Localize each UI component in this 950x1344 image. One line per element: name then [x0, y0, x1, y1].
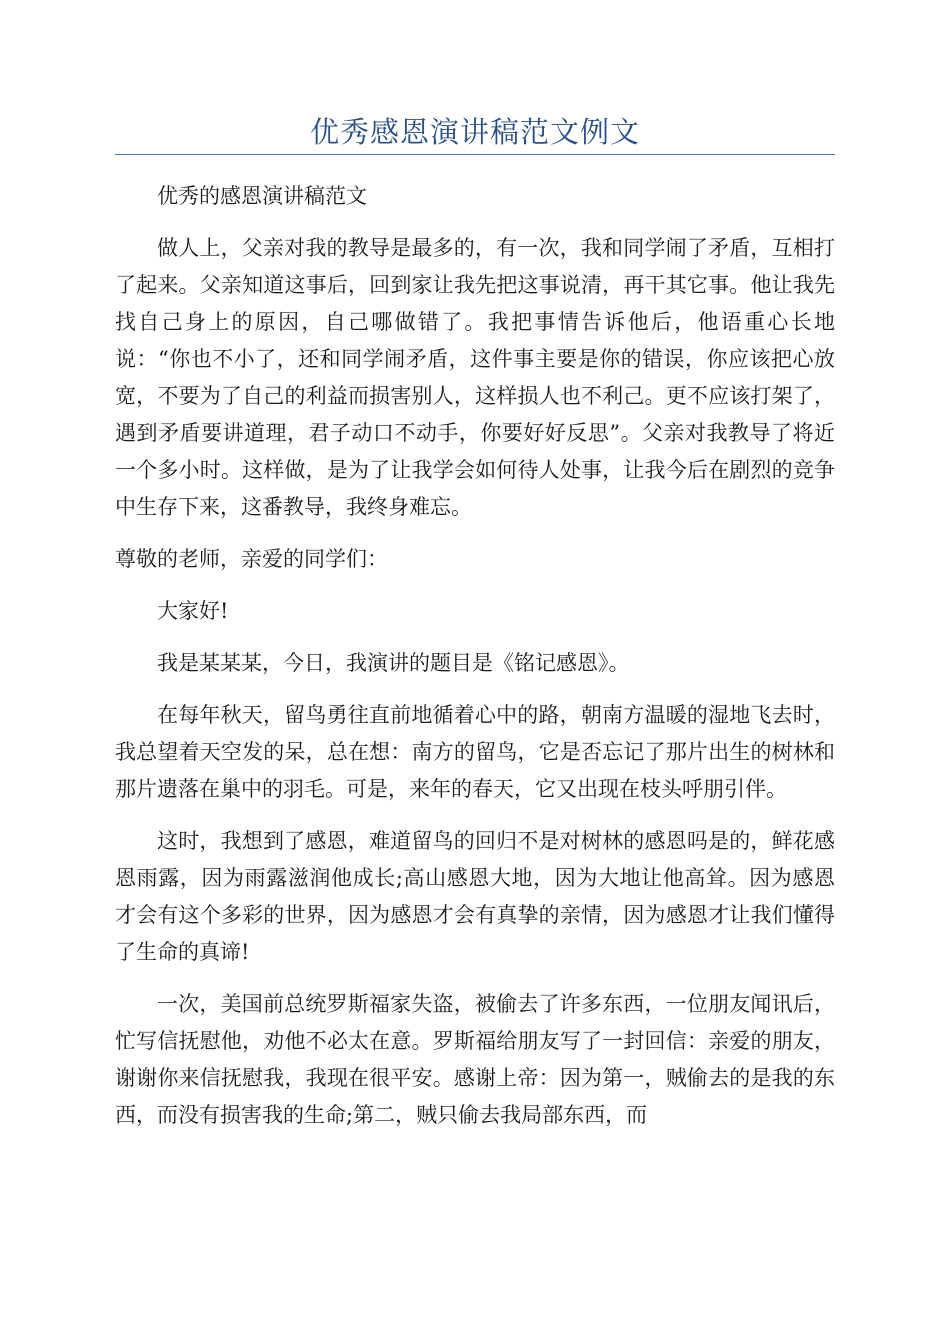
- paragraph-father-teaching: 做人上，父亲对我的教导是最多的，有一次，我和同学闹了矛盾，互相打了起来。父亲知道这事后，回到家让我先把这事说清，再干其它事。他让我先找自己身上的原因，自己哪做错了。我把事情告诉他后，他语重心长地说：“你也不小了，还和同学闹矛盾，这件事主要是你的错误，你应该把心放宽，不要为了自己的利益而损害别人，这样损人也不利己。更不应该打架了，遇到矛盾要讲道理，君子动口不动手，你要好好反思”。父亲对我教导了将近一个多小时。这样做，是为了让我学会如何待人处事，让我今后在剧烈的竞争中生存下来，这番教导，我终身难忘。: [115, 236, 835, 519]
- document-body: [115, 178, 835, 1149]
- paragraph-greeting: 大家好!: [157, 599, 229, 623]
- title-underline: [115, 154, 835, 155]
- document-title: 优秀感恩演讲稿范文例文: [309, 115, 640, 149]
- paragraph-speech-topic: 我是某某某，今日，我演讲的题目是《铭记感恩》。: [157, 651, 630, 675]
- paragraph-subtitle: 优秀的感恩演讲稿范文: [157, 184, 367, 208]
- paragraph-gratitude: 这时，我想到了感恩，难道留鸟的回归不是对树林的感恩吗是的，鲜花感恩雨露，因为雨露滋润他成长;高山感恩大地，因为大地让他高耸。因为感恩才会有这个多彩的世界，因为感恩才会有真挚的亲情，因为感恩才让我们懂得了生命的真谛!: [115, 829, 835, 964]
- paragraph-migratory-birds: 在每年秋天，留鸟勇往直前地循着心中的路，朝南方温暖的湿地飞去时，我总望着天空发的呆，总在想：南方的留鸟，它是否忘记了那片出生的树林和那片遗落在巢中的羽毛。可是，来年的春天，它又出现在枝头呼朋引伴。: [115, 703, 835, 801]
- paragraph-roosevelt-story: 一次，美国前总统罗斯福家失盗，被偷去了许多东西，一位朋友闻讯后，忙写信抚慰他，劝他不必太在意。罗斯福给朋友写了一封回信：亲爱的朋友，谢谢你来信抚慰我，我现在很平安。感谢上帝：因为第一，贼偷去的是我的东西，而没有损害我的生命;第二，贼只偷去我局部东西，而: [115, 992, 835, 1127]
- paragraph-salutation: 尊敬的老师，亲爱的同学们：: [115, 547, 388, 571]
